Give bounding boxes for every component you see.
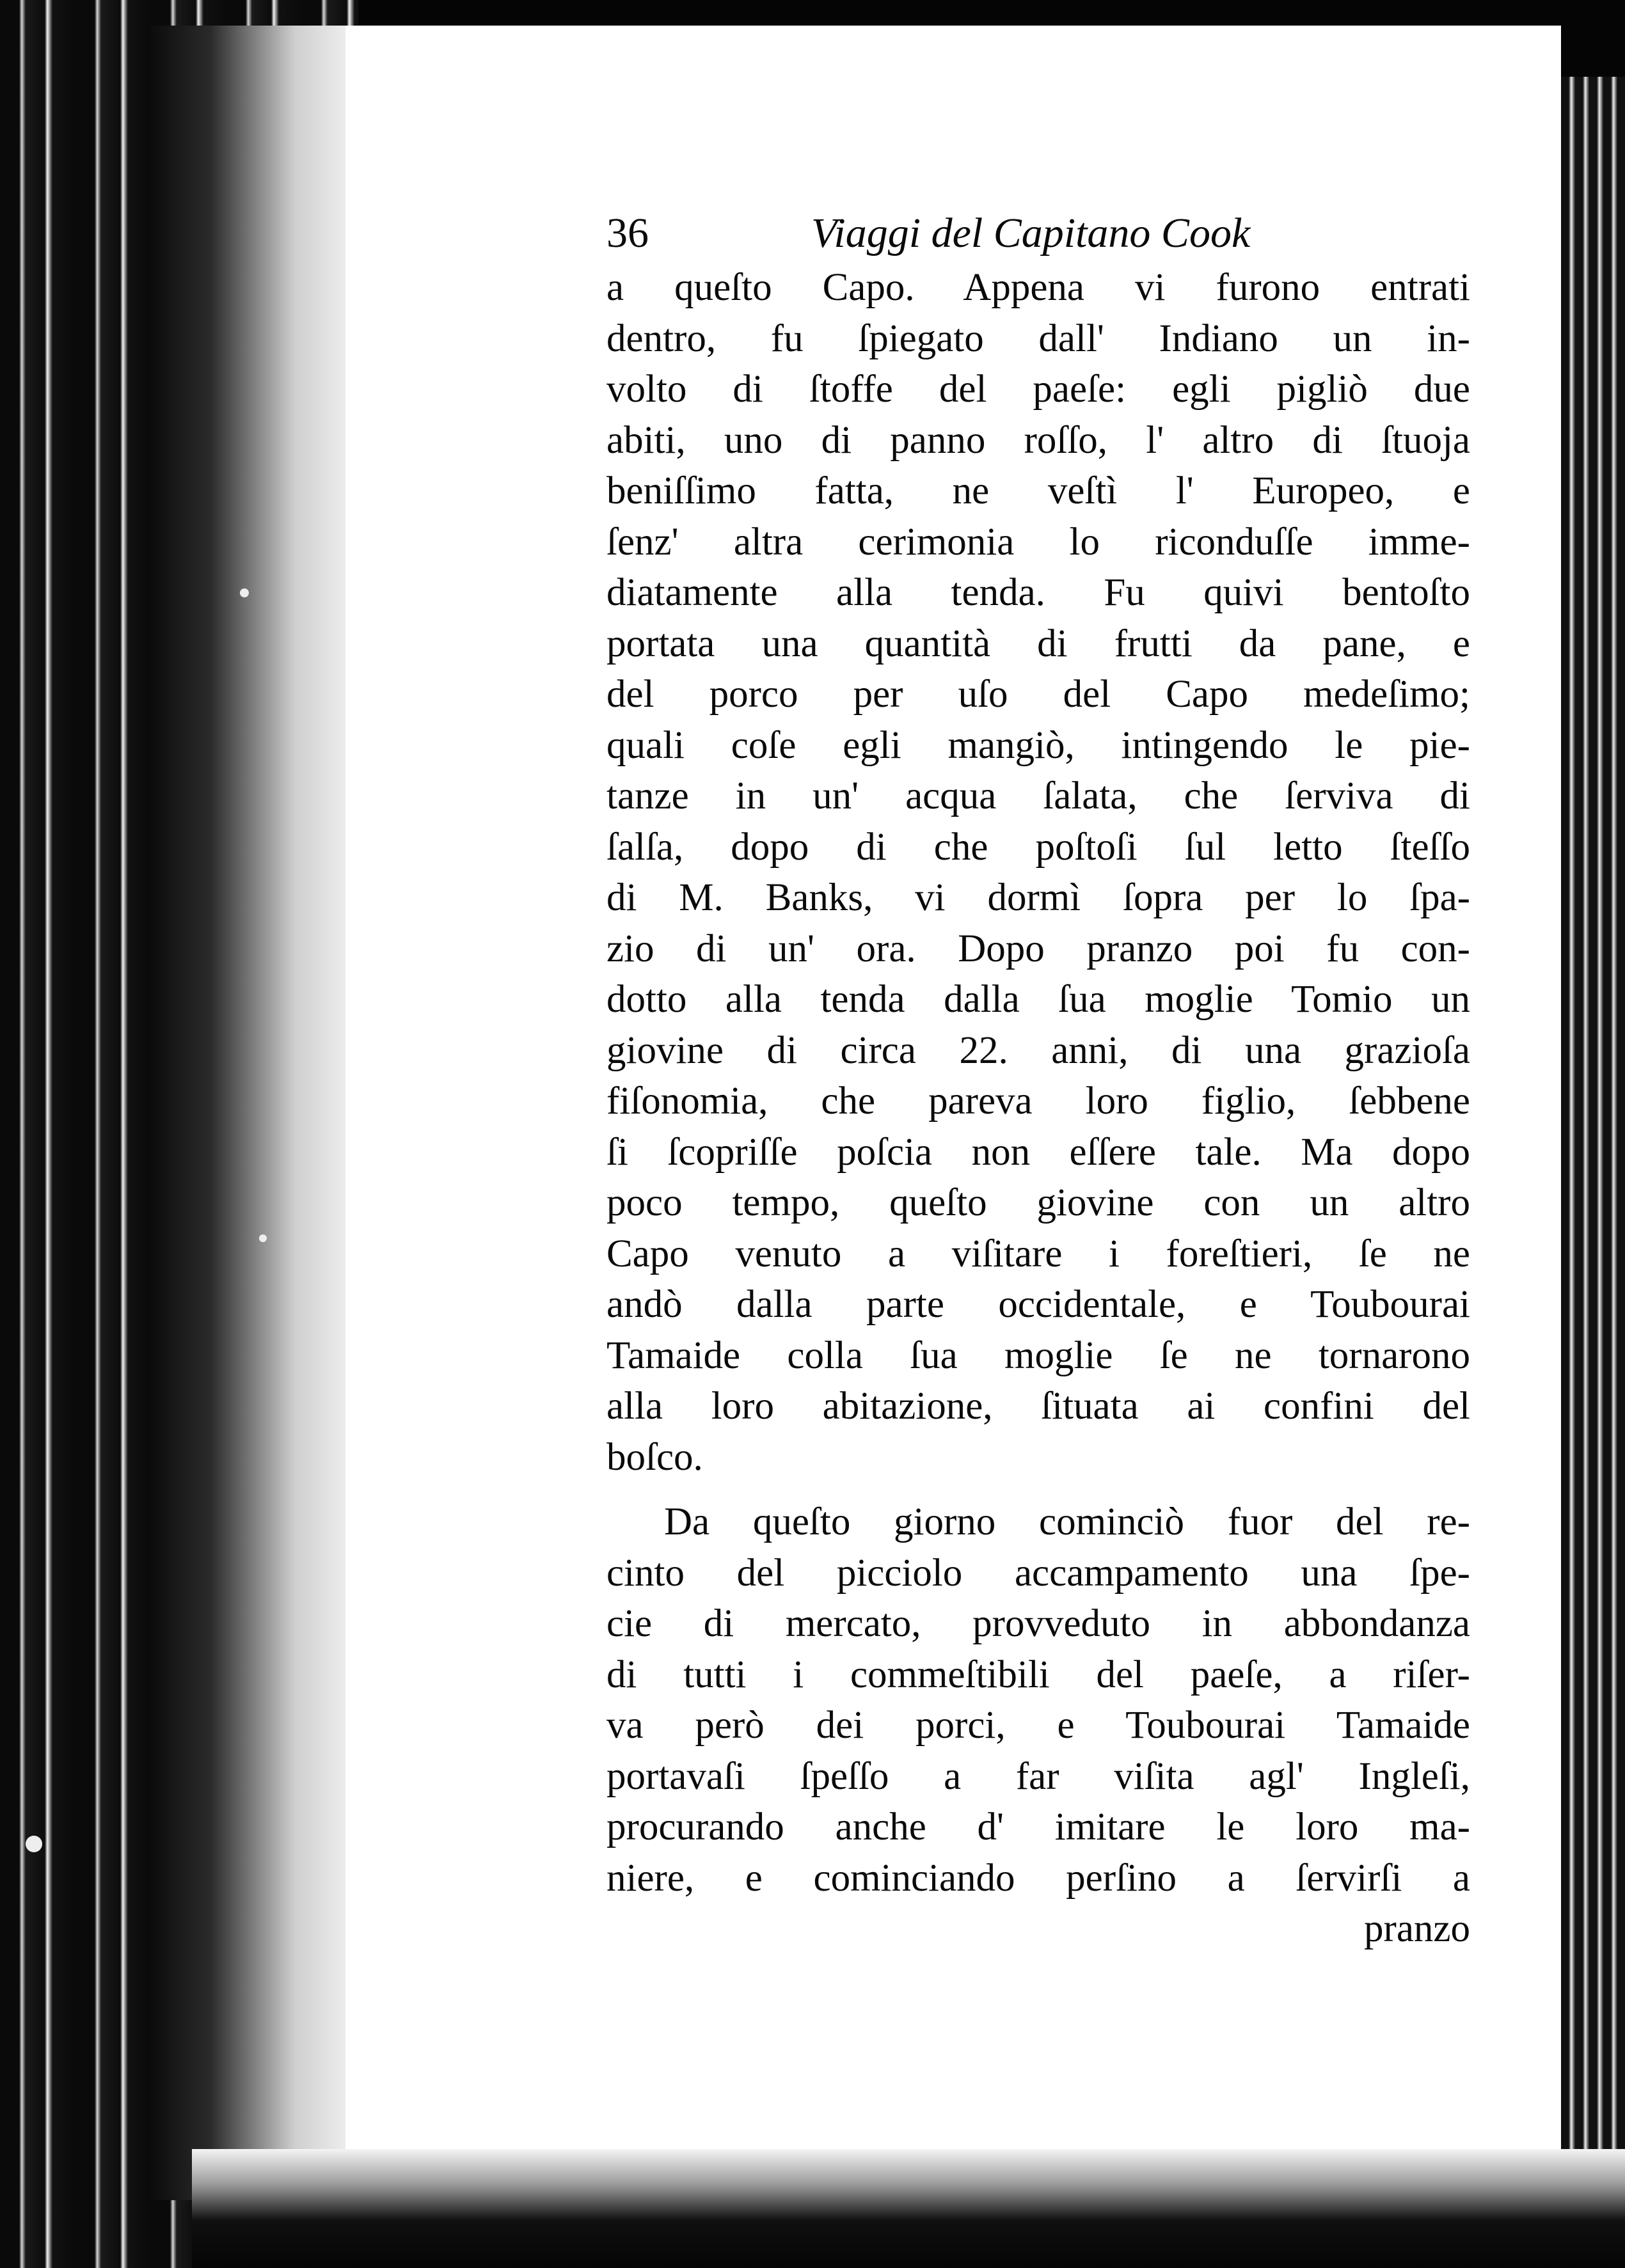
text-line: del porco per uſo del Capo medeſimo; — [606, 673, 1470, 716]
text-line: beniſſimo fatta, ne veſtì l' Europeo, e — [606, 469, 1470, 512]
text-line: volto di ſtoffe del paeſe: egli pigliò due — [606, 368, 1470, 411]
text-line: alla loro abitazione, ſituata ai confini del — [606, 1385, 1470, 1428]
text-line: diatamente alla tenda. Fu quivi bentoſto — [606, 571, 1470, 614]
text-line: Da queſto giorno cominciò fuor del re- — [664, 1500, 1470, 1543]
catchword: pranzo — [1364, 1907, 1470, 1950]
text-line: fiſonomia, che pareva loro figlio, ſebbene — [606, 1080, 1470, 1122]
text-line: cinto del picciolo accampamento una ſpe- — [606, 1551, 1470, 1595]
text-line: andò dalla parte occidentale, e Toubourai — [606, 1283, 1470, 1326]
text-line: Capo venuto a viſitare i foreſtieri, ſe ne — [606, 1232, 1470, 1275]
page-number: 36 — [606, 210, 649, 256]
running-head — [606, 205, 1470, 262]
text-line: dotto alla tenda dalla ſua moglie Tomio un — [606, 978, 1470, 1021]
binding-shadow — [147, 26, 358, 2200]
text-line: tanze in un' acqua ſalata, che ſerviva di — [606, 775, 1470, 817]
text-line: di M. Banks, vi dormì ſopra per lo ſpa- — [606, 876, 1470, 919]
text-line: zio di un' ora. Dopo pranzo poi fu con- — [606, 927, 1470, 970]
binding-speck — [240, 588, 249, 597]
text-line: abiti, uno di panno roſſo, l' altro di ſtuoja — [606, 418, 1470, 462]
text-line: quali coſe egli mangiò, intingendo le pie- — [606, 723, 1470, 767]
text-line: ſi ſcopriſſe poſcia non eſſere tale. Ma dopo — [606, 1130, 1470, 1174]
text-line: procurando anche d' imitare le loro ma- — [606, 1806, 1470, 1848]
paragraph — [606, 1497, 1470, 1903]
running-head-title: Viaggi del Capitano Cook — [811, 210, 1251, 256]
text-line: poco tempo, queſto giovine con un altro — [606, 1181, 1470, 1224]
binding-speck — [26, 1836, 42, 1852]
text-line: portavaſi ſpeſſo a far viſita agl' Ingleſi, — [606, 1754, 1470, 1798]
text-line: va però dei porci, e Toubourai Tamaide — [606, 1704, 1470, 1747]
text-line: dentro, fu ſpiegato dall' Indiano un in- — [606, 317, 1470, 360]
text-line: boſco. — [606, 1435, 703, 1479]
paragraph — [606, 262, 1470, 1483]
page-text-block — [606, 205, 1470, 1955]
text-line: ſenz' altra cerimonia lo riconduſſe imme- — [606, 520, 1470, 563]
text-line: portata una quantità di frutti da pane, e — [606, 622, 1470, 665]
text-line: giovine di circa 22. anni, di una grazioſa — [606, 1028, 1470, 1072]
text-line: a queſto Capo. Appena vi furono entrati — [606, 266, 1470, 309]
text-line: di tutti i commeſtibili del paeſe, a riſer- — [606, 1653, 1470, 1696]
right-page-edge — [1561, 77, 1625, 2264]
bottom-page-edge — [192, 2149, 1625, 2268]
text-line: cie di mercato, provveduto in abbondanza — [606, 1602, 1470, 1645]
binding-speck — [259, 1234, 267, 1242]
text-line: ſalſa, dopo di che poſtoſi ſul letto ſteſſo — [606, 825, 1470, 869]
text-line: niere, e cominciando perſino a ſervirſi a — [606, 1856, 1470, 1900]
text-line: Tamaide colla ſua moglie ſe ne tornarono — [606, 1334, 1470, 1377]
